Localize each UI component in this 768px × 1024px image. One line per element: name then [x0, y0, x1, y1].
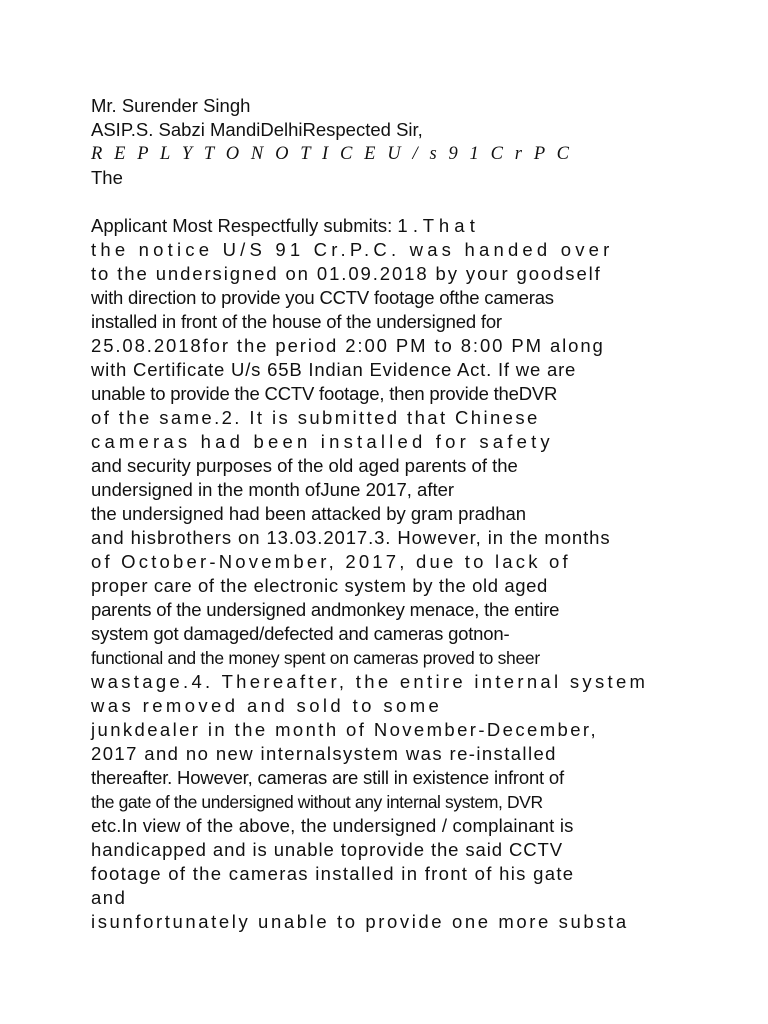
body-line: the undersigned had been attacked by gram pradhan — [91, 503, 527, 524]
body-line: of the same.2. It is submitted that Chinese — [91, 407, 540, 428]
body-line: and hisbrothers on 13.03.2017.3. However, in the months — [91, 527, 611, 548]
addressee-office: ASIP.S. Sabzi MandiDelhiRespected Sir, — [91, 119, 423, 140]
body-line: handicapped and is unable toprovide the said CCTV — [91, 839, 563, 860]
body-line: with Certificate U/s 65B Indian Evidence Act. If we are — [91, 359, 577, 380]
subject-line: R E P L Y T O N O T I C E U / s 9 1 C r P C — [91, 144, 573, 164]
body-line: isunfortunately unable to provide one more substa — [91, 911, 629, 932]
body-line: the notice U/S 91 Cr.P.C. was handed over — [91, 239, 614, 260]
body-line: cameras had been installed for safety — [91, 431, 554, 452]
body-line: was removed and sold to some — [91, 695, 443, 716]
body-line: unable to provide the CCTV footage, then provide theDVR — [91, 383, 558, 404]
body-line: the gate of the undersigned without any internal system, DVR — [91, 792, 543, 812]
body-line: Applicant Most Respectfully submits: 1 . T h a t — [91, 215, 475, 236]
body-line: wastage.4. Thereafter, the entire internal system — [91, 671, 649, 692]
body-line: and security purposes of the old aged parents of the — [91, 455, 518, 476]
salutation-line: The — [91, 167, 123, 188]
body-line: junkdealer in the month of November-December, — [91, 719, 598, 740]
body-line: 2017 and no new internalsystem was re-installed — [91, 743, 557, 764]
body-line: etc.In view of the above, the undersigned / complainant is — [91, 815, 574, 836]
body-line: system got damaged/defected and cameras gotnon- — [91, 623, 510, 644]
body-line: parents of the undersigned andmonkey menace, the entire — [91, 599, 560, 620]
body-line: thereafter. However, cameras are still in existence infront of — [91, 767, 564, 788]
body-line: and — [91, 887, 127, 908]
body-line: 25.08.2018for the period 2:00 PM to 8:00 PM along — [91, 335, 605, 356]
addressee-name: Mr. Surender Singh — [91, 95, 251, 116]
body-line: installed in front of the house of the undersigned for — [91, 311, 502, 332]
body-line: to the undersigned on 01.09.2018 by your goodself — [91, 263, 602, 284]
body-line: undersigned in the month ofJune 2017, after — [91, 479, 455, 500]
body-line: footage of the cameras installed in front of his gate — [91, 863, 575, 884]
body-line: functional and the money spent on cameras proved to sheer — [91, 648, 540, 668]
body-line: proper care of the electronic system by the old aged — [91, 575, 548, 596]
body-line: of October-November, 2017, due to lack of — [91, 551, 571, 572]
body-line: with direction to provide you CCTV footage ofthe cameras — [91, 287, 554, 308]
